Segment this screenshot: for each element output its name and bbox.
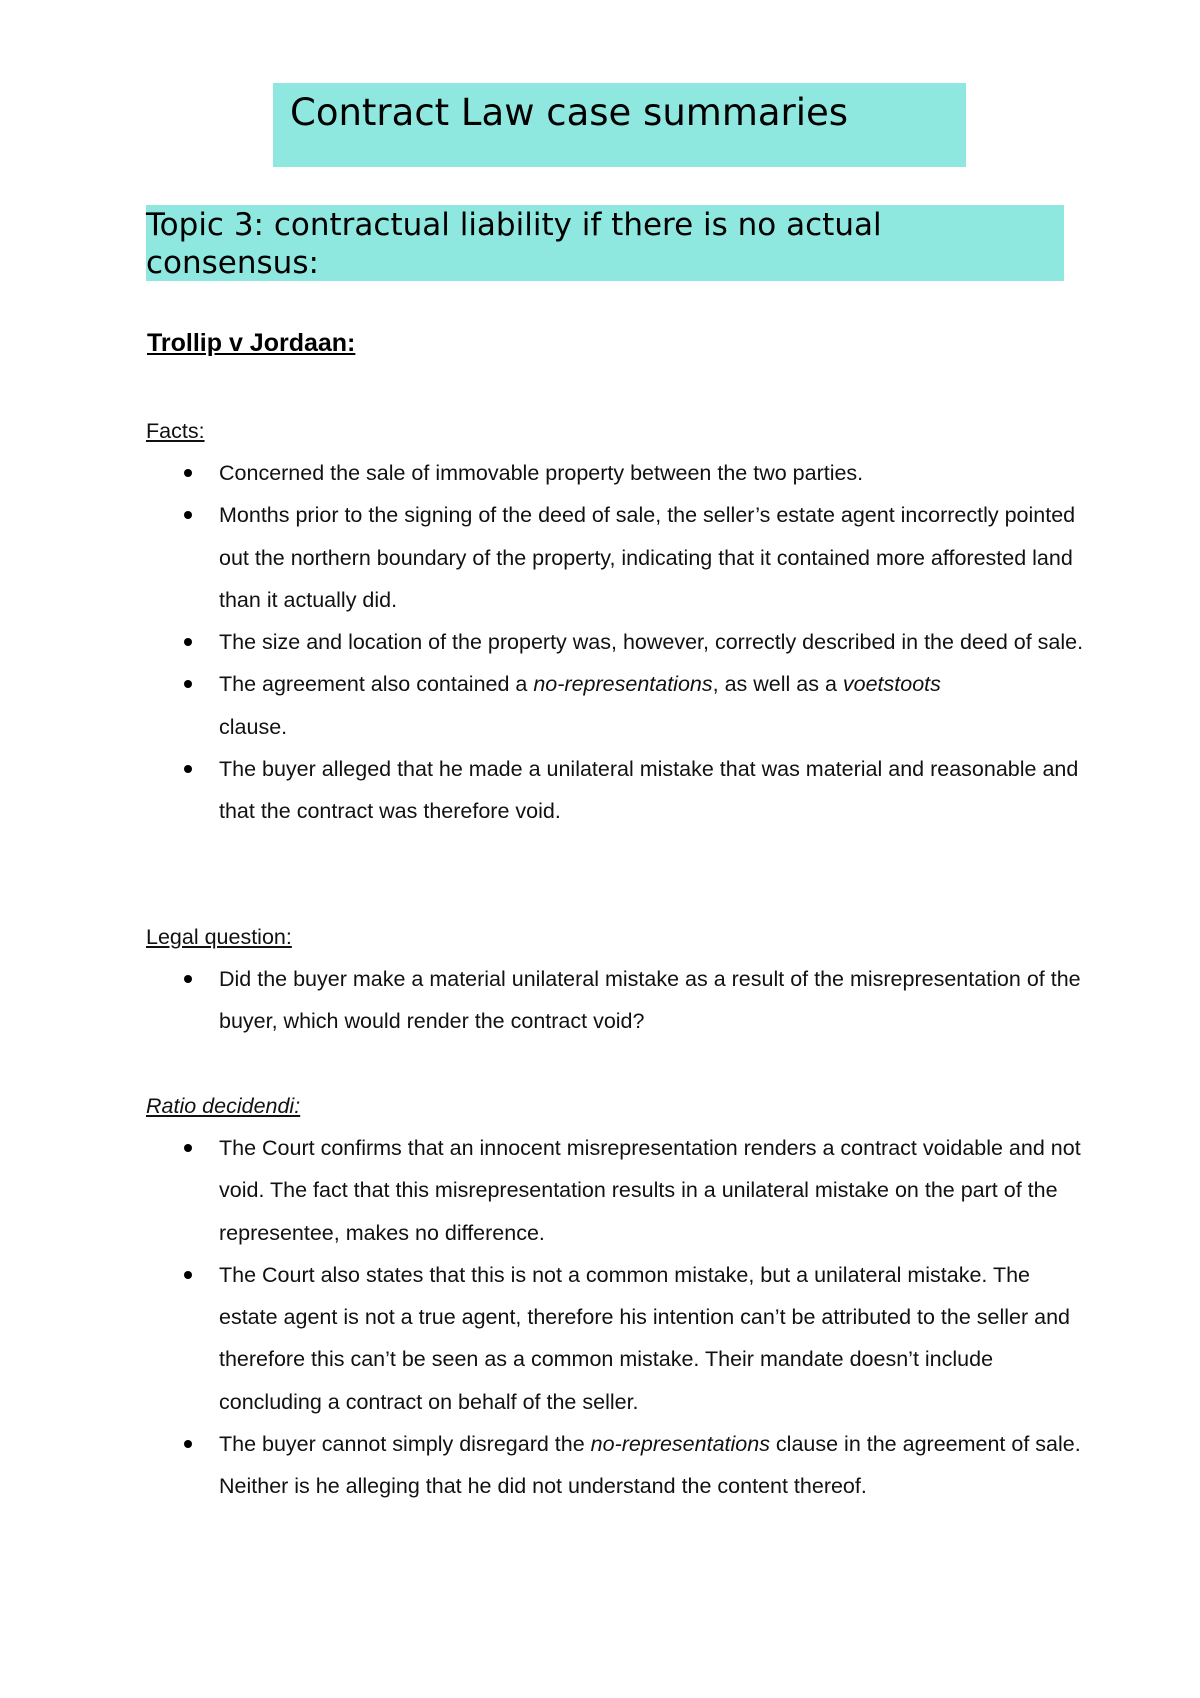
list-item-text-part: The agreement also contained a: [219, 672, 534, 697]
list-item: [146, 958, 1086, 1043]
legal-question-section: [146, 916, 1086, 1043]
list-item: [146, 663, 1086, 748]
bullet-icon: [184, 765, 192, 773]
ratio-heading: Ratio decidendi:: [146, 1094, 301, 1118]
list-item-text: The buyer alleged that he made a unilateral mistake that was material and reasonable and that the contract was therefore void.: [219, 757, 1079, 824]
italic-term: no-representations: [533, 672, 713, 697]
list-item: [146, 1127, 1086, 1254]
list-item: [146, 621, 1086, 663]
document-title: [273, 83, 966, 167]
bullet-icon: [184, 1144, 192, 1152]
ratio-list: [146, 1127, 1086, 1508]
facts-section: [146, 410, 1086, 833]
bullet-icon: [184, 975, 192, 983]
list-item-text: Months prior to the signing of the deed of sale, the seller’s estate agent incorrectly pointed out the northern boundary of the property, indicating that it contained more afforested land than it actually did.: [219, 503, 1076, 612]
bullet-icon: [184, 469, 192, 477]
list-item-text: Concerned the sale of immovable property between the two parties.: [219, 461, 864, 485]
list-item: [146, 748, 1086, 833]
list-item: [146, 1254, 1086, 1423]
list-item: [146, 494, 1086, 621]
bullet-icon: [184, 638, 192, 646]
case-title: Trollip v Jordaan:: [147, 329, 356, 357]
list-item-text-part: The buyer cannot simply disregard the: [219, 1432, 591, 1457]
document-title-text: Contract Law case summaries: [290, 91, 849, 134]
list-item-text: Did the buyer make a material unilateral mistake as a result of the misrepresentation of the buyer, which would render the contract void?: [219, 967, 1081, 1034]
bullet-icon: [184, 511, 192, 519]
list-item-text-part: , as well as a: [712, 672, 843, 697]
list-item-text: The size and location of the property was, however, correctly described in the deed of sale.: [219, 630, 1084, 655]
list-item: [146, 452, 1086, 494]
bullet-icon: [184, 1271, 192, 1279]
facts-heading: Facts:: [146, 419, 205, 443]
italic-term: no-representations: [590, 1432, 770, 1457]
list-item-text-part: clause.: [219, 714, 288, 739]
list-item-text: The Court confirms that an innocent misrepresentation renders a contract voidable and not void. The fact that this misrepresentation results in a unilateral mistake on the part of the representee, makes no difference.: [219, 1136, 1081, 1245]
legal-question-heading: Legal question:: [146, 925, 292, 949]
list-item-text: The Court also states that this is not a common mistake, but a unilateral mistake. The estate agent is not a true agent, therefore his intention can’t be attributed to the seller and therefore this can’t be seen as a common mistake. Their mandate doesn’t include concluding a contract on behalf of the seller.: [219, 1262, 1071, 1414]
list-item: [146, 1423, 1086, 1508]
bullet-icon: [184, 680, 192, 688]
topic-heading-text: Topic 3: contractual liability if there is no actual consensus:: [146, 207, 882, 281]
topic-heading: [146, 205, 1064, 281]
bullet-icon: [184, 1440, 192, 1448]
ratio-section: [146, 1085, 1086, 1508]
italic-term: voetstoots: [842, 672, 941, 697]
list-item-text-part: clause in the agreement of sale. Neither is he alleging that he did not understand the content thereof.: [219, 1432, 1081, 1499]
facts-list: [146, 452, 1086, 833]
legal-question-list: [146, 958, 1086, 1043]
